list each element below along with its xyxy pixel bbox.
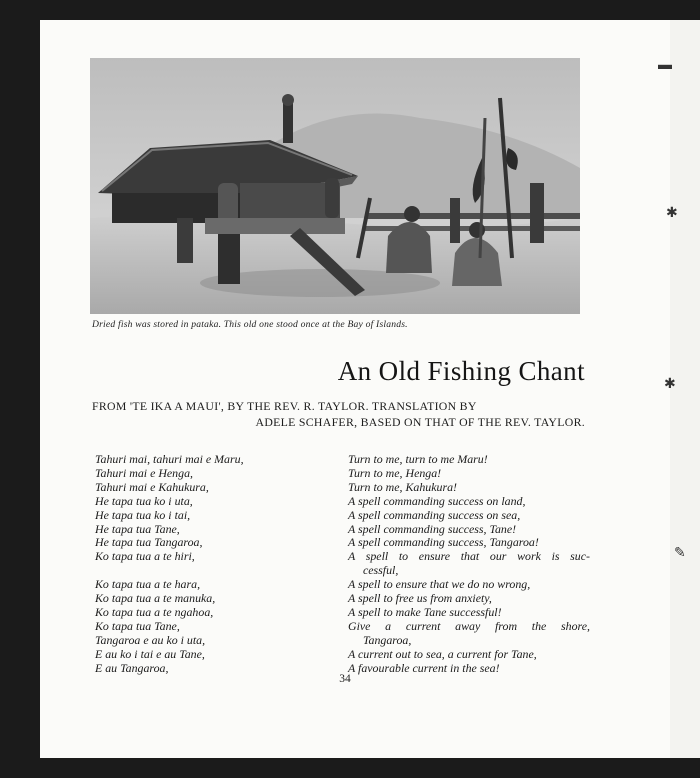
facing-page-edge (658, 20, 700, 758)
verse-line: A favourable current in the sea! (348, 660, 500, 675)
verse-line: E au Tangaroa, (95, 660, 169, 675)
verse-line: A spell to free us from anxiety, (348, 591, 492, 606)
verse-line: Tangaroa, (363, 632, 412, 647)
article-title: An Old Fishing Chant (337, 356, 585, 386)
verse-line: Turn to me, turn to me Maru! (348, 452, 488, 466)
margin-mark: ✎ (674, 546, 686, 561)
subtitle-line-2: ADELE SCHAFER, BASED ON THAT OF THE REV. TAYLOR. (255, 415, 585, 429)
verse-line: A current out to sea, a current for Tane, (348, 646, 537, 661)
verse-line: Give a current away from the shore, (348, 618, 590, 633)
verse-line: A spell commanding success on sea, (348, 507, 521, 522)
margin-mark: ✱ (666, 206, 678, 221)
verse-line: cessful, (363, 563, 399, 578)
verse-line: E au ko i tai e au Tane, (95, 646, 205, 661)
verse-line: Tahuri mai e Kahukura, (95, 479, 209, 494)
photo-caption: Dried fish was stored in pataka. This old one stood once at the Bay of Islands. (92, 319, 408, 330)
verse-line: Tahuri mai e Henga, (95, 465, 193, 480)
verse-line: A spell to ensure that we do no wrong, (348, 577, 531, 592)
article-subtitle (92, 398, 585, 430)
verse-line: Ko tapa tua Tane, (95, 618, 180, 633)
verse-line: Turn to me, Kahukura! (348, 479, 458, 494)
english-translation-column (348, 453, 590, 676)
page-number: 34 (339, 673, 351, 685)
pataka-illustration (90, 58, 580, 314)
verse-line: He tapa tua ko i tai, (95, 507, 191, 522)
verse-line: Tangaroa e au ko i uta, (95, 632, 206, 647)
verse-line: A spell to make Tane successful! (348, 604, 502, 619)
margin-mark: ▬ (658, 58, 672, 73)
verse-line: Ko tapa tua a te ngahoa, (95, 604, 214, 619)
maori-chant-column (95, 453, 325, 675)
verse-line: Turn to me, Henga! (348, 465, 442, 480)
verse-line: Tahuri mai, tahuri mai e Maru, (95, 452, 244, 466)
verse-line: Ko tapa tua a te hiri, (95, 549, 195, 564)
verse-line: A spell to ensure that our work is suc- (348, 549, 590, 564)
verse-line: A spell commanding success, Tangaroa! (348, 535, 539, 550)
verse-line: Ko tapa tua a te manuka, (95, 591, 216, 606)
verse-line: A spell commanding success, Tane! (348, 521, 517, 536)
pataka-photo (90, 58, 580, 314)
verse-line: He tapa tua Tangaroa, (95, 535, 203, 550)
verse-line: He tapa tua Tane, (95, 521, 180, 536)
subtitle-line-1: FROM 'TE IKA A MAUI', BY THE REV. R. TAYLOR. TRANSLATION BY (92, 399, 477, 413)
verse-line: He tapa tua ko i uta, (95, 493, 193, 508)
verse-line (95, 564, 325, 578)
verse-line: Ko tapa tua a te hara, (95, 577, 201, 592)
verse-line: A spell commanding success on land, (348, 493, 526, 508)
margin-mark: ✱ (664, 377, 676, 392)
